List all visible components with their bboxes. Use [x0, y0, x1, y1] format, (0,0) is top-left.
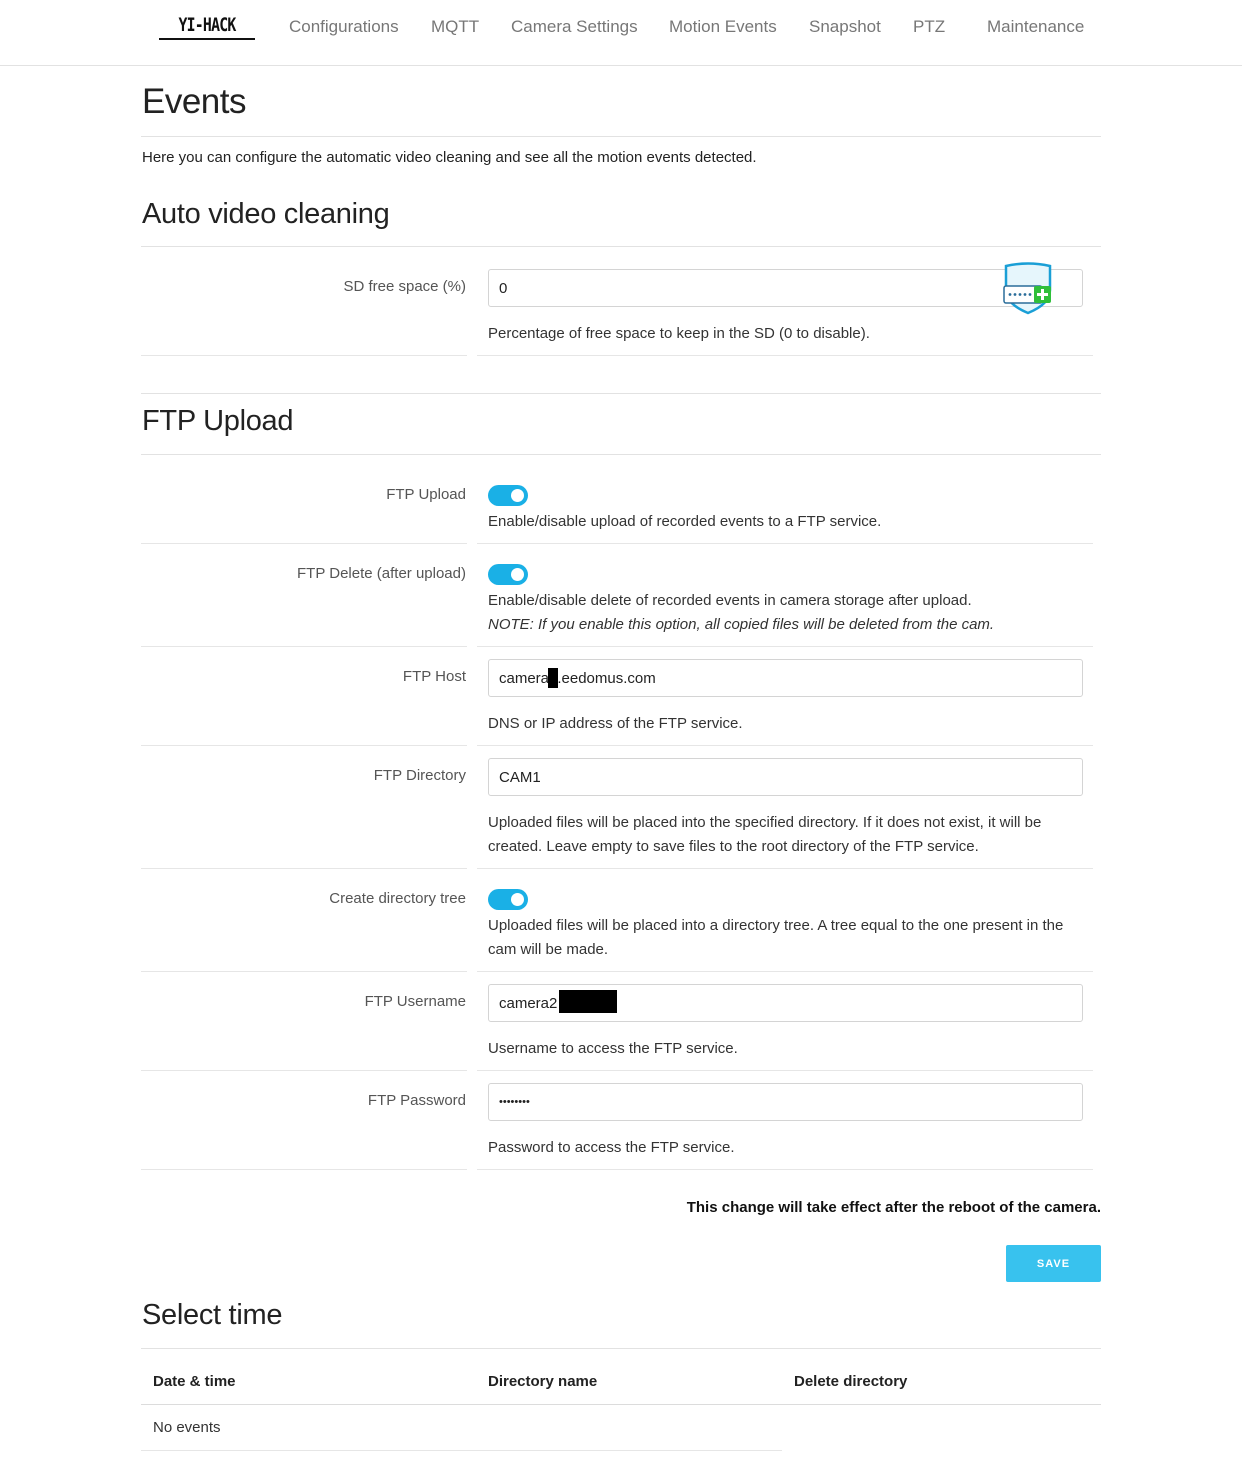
row-divider — [141, 355, 467, 356]
row-divider — [141, 971, 467, 972]
create-tree-help: Uploaded files will be placed into a directory tree. A tree equal to the one present in the cam will be made. — [488, 917, 1064, 958]
nav-camera-settings[interactable]: Camera Settings — [511, 17, 638, 36]
ftp-directory-input[interactable] — [488, 758, 1083, 796]
row-divider — [141, 868, 467, 869]
table-empty-message: No events — [153, 1419, 221, 1436]
column-header-delete-directory: Delete directory — [794, 1373, 908, 1390]
row-divider — [477, 971, 1093, 972]
page-title: Events — [142, 82, 246, 121]
password-manager-icon[interactable] — [1000, 262, 1056, 316]
redaction-block — [548, 668, 558, 688]
divider — [141, 246, 1101, 247]
row-divider — [477, 355, 1093, 356]
nav-maintenance[interactable]: Maintenance — [987, 17, 1085, 36]
redaction-block — [559, 990, 617, 1013]
toggle-knob — [511, 893, 524, 906]
toggle-knob — [511, 568, 524, 581]
row-divider — [477, 1070, 1093, 1071]
ftp-host-label: FTP Host — [402, 668, 466, 685]
ftp-upload-label: FTP Upload — [386, 486, 466, 503]
ftp-username-help: Username to access the FTP service. — [488, 1040, 738, 1057]
row-divider — [477, 646, 1093, 647]
column-header-directory-name: Directory name — [488, 1373, 598, 1390]
nav-snapshot[interactable]: Snapshot — [809, 17, 881, 36]
reboot-notice: This change will take effect after the reboot of the camera. — [686, 1199, 1101, 1216]
logo[interactable]: YI-HACK — [178, 14, 236, 36]
divider — [141, 1348, 1101, 1349]
row-divider — [141, 1169, 467, 1170]
row-divider — [477, 543, 1093, 544]
ftp-directory-label: FTP Directory — [373, 767, 466, 784]
sd-free-space-label: SD free space (%) — [343, 278, 466, 295]
row-divider — [477, 868, 1093, 869]
nav-ptz[interactable]: PTZ — [913, 17, 946, 36]
navbar — [0, 0, 1242, 66]
ftp-upload-toggle[interactable] — [488, 485, 528, 506]
ftp-host-input[interactable] — [488, 659, 1083, 697]
ftp-host-help: DNS or IP address of the FTP service. — [488, 715, 743, 732]
row-divider — [141, 745, 467, 746]
create-tree-label: Create directory tree — [329, 890, 466, 907]
row-divider — [141, 646, 467, 647]
sd-free-space-input[interactable] — [488, 269, 1083, 307]
ftp-delete-note — [488, 613, 1088, 637]
ftp-delete-toggle[interactable] — [488, 564, 528, 585]
table-row-divider — [141, 1450, 782, 1451]
row-divider — [141, 1070, 467, 1071]
row-divider — [141, 543, 467, 544]
divider — [141, 393, 1101, 394]
ftp-upload-help: Enable/disable upload of recorded events to a FTP service. — [488, 513, 882, 530]
ftp-username-label: FTP Username — [364, 993, 466, 1010]
section-title-select-time: Select time — [142, 1299, 283, 1331]
sd-free-space-help: Percentage of free space to keep in the SD (0 to disable). — [488, 325, 870, 342]
section-title-auto-cleaning: Auto video cleaning — [142, 198, 390, 230]
divider — [141, 454, 1101, 455]
column-header-date-time: Date & time — [153, 1373, 236, 1390]
create-tree-toggle[interactable] — [488, 889, 528, 910]
logo-underline — [159, 38, 255, 40]
save-button[interactable]: SAVE — [1006, 1245, 1101, 1282]
ftp-password-help: Password to access the FTP service. — [488, 1139, 735, 1156]
divider — [141, 136, 1101, 137]
row-divider — [477, 745, 1093, 746]
section-title-ftp: FTP Upload — [142, 405, 294, 437]
ftp-delete-help: Enable/disable delete of recorded events in camera storage after upload. — [488, 592, 972, 609]
ftp-directory-help: Uploaded files will be placed into the specified directory. If it does not exist, it will be created. Leave empty to save files to the root directory of the FTP service. — [488, 814, 1042, 855]
ftp-delete-label: FTP Delete (after upload) — [297, 565, 466, 582]
row-divider — [477, 1169, 1093, 1170]
ftp-password-label: FTP Password — [367, 1092, 466, 1109]
ftp-password-input[interactable] — [488, 1083, 1083, 1121]
ftp-delete-note-text: NOTE: If you enable this option, all copied files will be deleted from the cam. — [488, 616, 995, 633]
nav-mqtt[interactable]: MQTT — [431, 17, 480, 36]
nav-motion-events[interactable]: Motion Events — [669, 17, 777, 36]
table-header-divider — [141, 1404, 1101, 1405]
nav-configurations[interactable]: Configurations — [289, 17, 399, 36]
toggle-knob — [511, 489, 524, 502]
page-intro: Here you can configure the automatic video cleaning and see all the motion events detected. — [142, 149, 757, 166]
